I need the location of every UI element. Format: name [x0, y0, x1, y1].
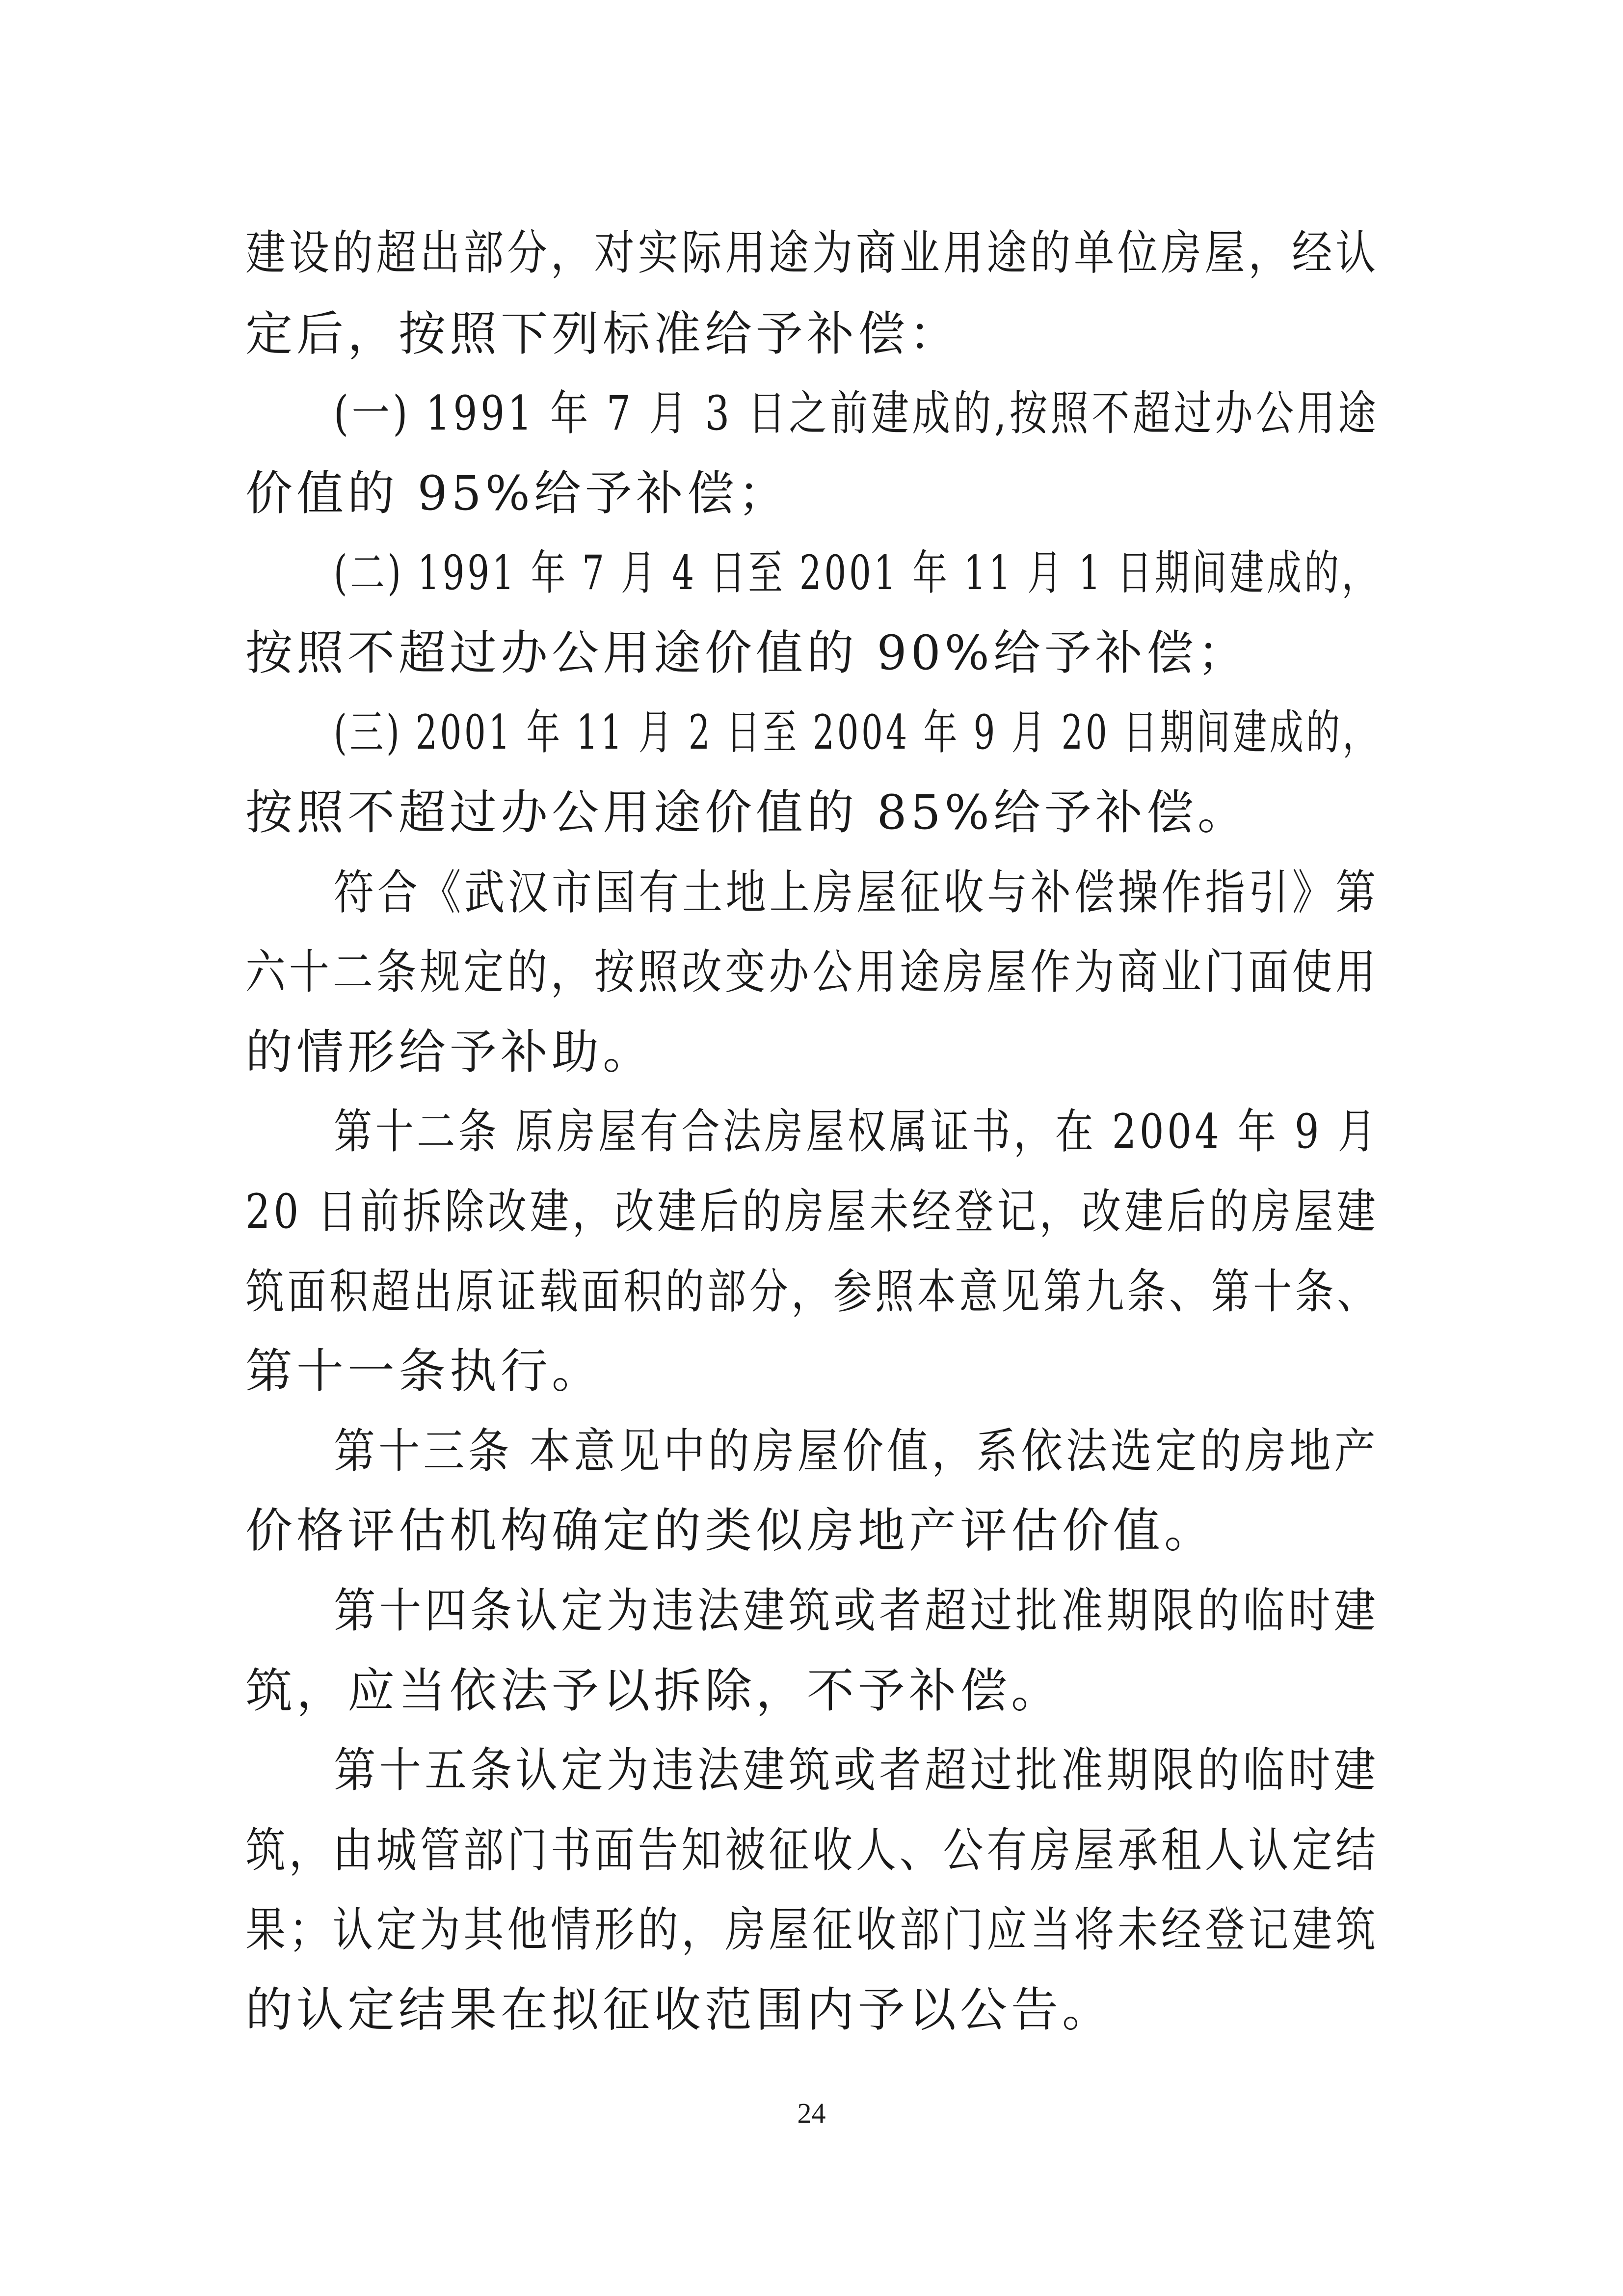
text-line: (一) 1991 年 7 月 3 日之前建成的,按照不超过办公用途 [334, 386, 1380, 441]
text-line: 按照不超过办公用途价值的 90%给予补偿； [245, 625, 1249, 680]
text-line: 符合《武汉市国有土地上房屋征收与补偿操作指引》第 [334, 865, 1380, 920]
text-line: 的认定结果在拟征收范围内予以公告。 [245, 1982, 1113, 2037]
text-line: 筑面积超出原证载面积的部分，参照本意见第九条、第十条、 [245, 1264, 1379, 1319]
text-line: 六十二条规定的，按照改变办公用途房屋作为商业门面使用 [245, 945, 1380, 999]
text-line: (二) 1991 年 7 月 4 日至 2001 年 11 月 1 日期间建成的， [334, 545, 1380, 600]
text-line: 第十五条认定为违法建筑或者超过批准期限的临时建 [334, 1743, 1380, 1798]
text-line: 第十四条认定为违法建筑或者超过批准期限的临时建 [334, 1583, 1380, 1638]
text-line: 筑，应当依法予以拆除，不予补偿。 [245, 1663, 1062, 1718]
text-line: 第十二条 原房屋有合法房屋权属证书，在 2004 年 9 月 [334, 1104, 1379, 1159]
text-line: 定后，按照下列标准给予补偿： [245, 306, 960, 361]
text-line: 筑，由城管部门书面告知被征收人、公有房屋承租人认定结 [245, 1823, 1380, 1878]
text-line: 的情形给予补助。 [245, 1025, 654, 1080]
text-line: 果；认定为其他情形的，房屋征收部门应当将未经登记建筑 [245, 1902, 1380, 1957]
text-line: 第十一条执行。 [245, 1344, 603, 1399]
text-line: 价值的 95%给予补偿； [245, 466, 789, 521]
text-line: (三) 2001 年 11 月 2 日至 2004 年 9 月 20 日期间建成的， [334, 705, 1380, 760]
text-line: 第十三条 本意见中的房屋价值，系依法选定的房地产 [334, 1424, 1379, 1479]
text-line: 20 日前拆除改建，改建后的房屋未经登记，改建后的房屋建 [245, 1184, 1379, 1239]
text-line: 价格评估机构确定的类似房地产评估价值。 [245, 1503, 1215, 1558]
page-number: 24 [797, 2097, 826, 2129]
text-line: 建设的超出部分，对实际用途为商业用途的单位房屋，经认 [245, 225, 1380, 280]
text-line: 按照不超过办公用途价值的 85%给予补偿。 [245, 785, 1249, 840]
